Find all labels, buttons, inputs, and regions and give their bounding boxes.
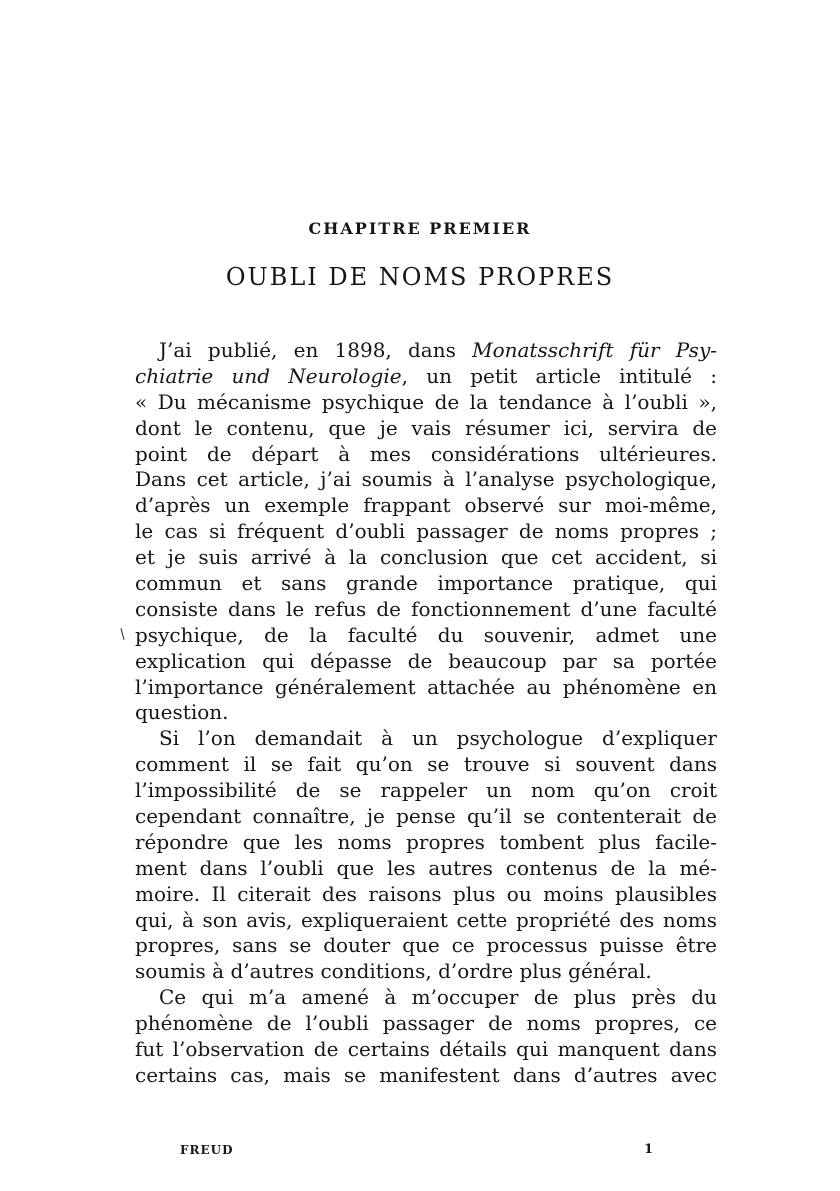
- text-line: Si l’on demandait à un psychologue d’expliquer: [159, 726, 717, 751]
- paragraph: [135, 726, 717, 985]
- text-line: « Du mécanisme psychique de la tendance à l’oubli »,: [135, 389, 717, 414]
- text-line: et je suis arrivé à la conclusion que cet accident, si: [135, 545, 717, 570]
- text-line: qui, à son avis, expliqueraient cette propriété des noms: [135, 907, 717, 932]
- text-line: comment il se fait qu’on se trouve si souvent dans: [135, 752, 717, 777]
- body-text: [135, 338, 717, 1089]
- text-line: chiatrie und Neurologie, un petit article intitulé :: [135, 363, 718, 388]
- text-line: ment dans l’oubli que les autres contenus de la mé-: [135, 855, 717, 880]
- text-line: Ce qui m’a amené à m’occuper de plus près du: [159, 985, 717, 1010]
- chapter-title: OUBLI DE NOMS PROPRES: [225, 263, 615, 291]
- text-line: point de départ à mes considérations ultérieures.: [135, 441, 717, 466]
- italic-title: chiatrie und Neurologie: [135, 363, 402, 388]
- margin-mark: [120, 628, 124, 640]
- text-line: moire. Il citerait des raisons plus ou moins plausibles: [135, 881, 717, 906]
- text-line: question.: [135, 700, 229, 725]
- text-line: l’impossibilité de se rappeler un nom qu’on croit: [135, 778, 717, 803]
- text-line: le cas si fréquent d’oubli passager de noms propres ;: [135, 519, 717, 544]
- text-line: répondre que les noms propres tombent plus facile-: [135, 829, 717, 854]
- text-line: cependant connaître, je pense qu’il se contenterait de: [135, 804, 717, 829]
- text-line: certains cas, mais se manifestent dans d’autres avec: [135, 1062, 717, 1087]
- text-line: propres, sans se douter que ce processus puisse être: [135, 933, 717, 958]
- text-line: fut l’observation de certains détails qui manquent dans: [135, 1037, 717, 1062]
- text-line: psychique, de la faculté du souvenir, admet une: [135, 622, 717, 647]
- text-line: J’ai publié, en 1898, dans Monatsschrift für Psy-: [159, 338, 717, 362]
- text-line: consiste dans le refus de fonctionnement d’une faculté: [135, 596, 717, 621]
- italic-title: Monatsschrift für Psy-: [472, 338, 717, 362]
- text-line: d’après un exemple frappant observé sur moi-même,: [135, 493, 717, 518]
- text-line: phénomène de l’oubli passager de noms propres, ce: [135, 1011, 717, 1036]
- text-line: dont le contenu, que je vais résumer ici, servira de: [135, 415, 717, 440]
- chapter-label: CHAPITRE PREMIER: [308, 219, 532, 238]
- footer-signature: FREUD: [180, 1143, 234, 1157]
- page-number: 1: [644, 1142, 654, 1157]
- text-line: Dans cet article, j’ai soumis à l’analyse psychologique,: [135, 467, 717, 492]
- text-line: l’importance généralement attachée au phénomène en: [135, 674, 717, 699]
- text-line: commun et sans grande importance pratique, qui: [135, 571, 717, 596]
- paragraph: [135, 985, 717, 1089]
- paragraph: [135, 338, 717, 726]
- text-line: soumis à d’autres conditions, d’ordre plus général.: [135, 959, 652, 984]
- text-line: explication qui dépasse de beaucoup par sa portée: [135, 648, 717, 673]
